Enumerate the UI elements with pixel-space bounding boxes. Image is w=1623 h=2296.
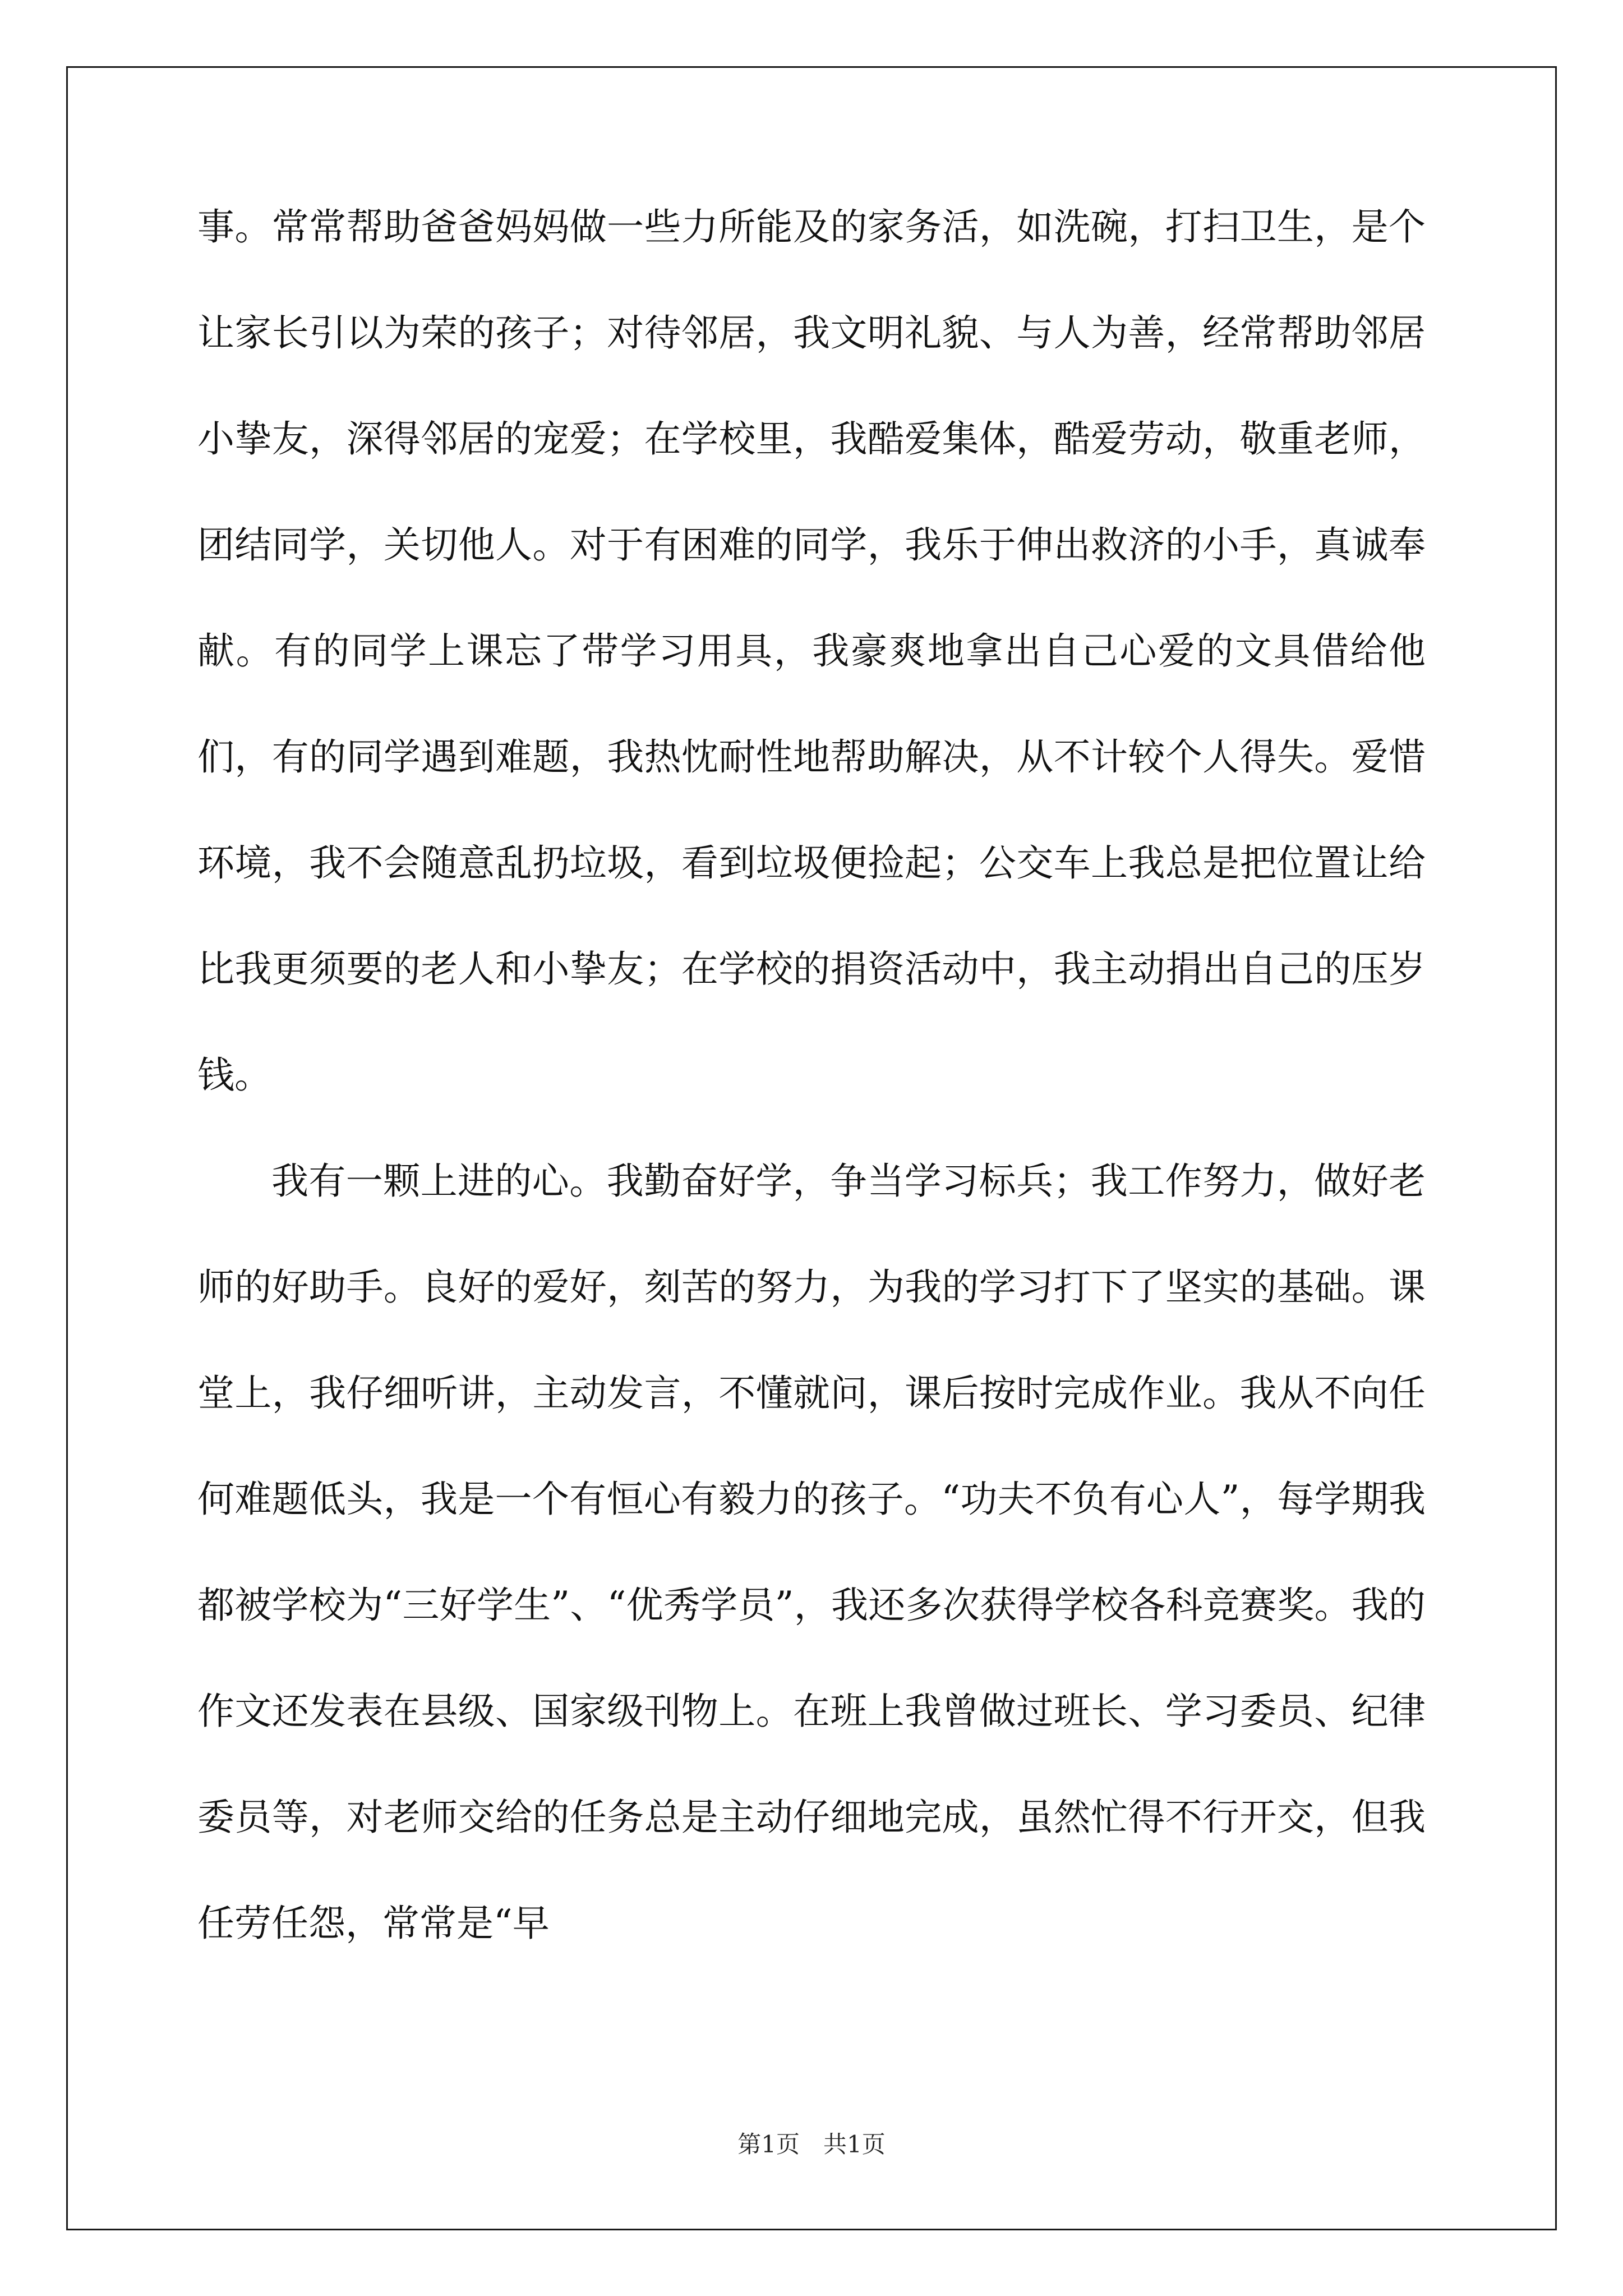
paragraph-1: 事。常常帮助爸爸妈妈做一些力所能及的家务活，如洗碗，打扫卫生，是个让家长引以为荣的孩子；对待邻居，我文明礼貌、与人为善，经常帮助邻居小挚友，深得邻居的宠爱；在学校里，我酷爱集体，酷爱劳动，敬重老师，团结同学，关切他人。对于有困难的同学，我乐于伸出救济的小手，真诚奉献。有的同学上课忘了带学习用具，我豪爽地拿出自己心爱的文具借给他们，有的同学遇到难题，我热忱耐性地帮助解决，从不计较个人得失。爱惜环境，我不会随意乱扔垃圾，看到垃圾便捡起；公交车上我总是把位置让给比我更须要的老人和小挚友；在学校的捐资活动中，我主动捐出自己的压岁钱。 [197,205,1426,1097]
paragraph-2: 我有一颗上进的心。我勤奋好学，争当学习标兵；我工作努力，做好老师的好助手。良好的爱好，刻苦的努力，为我的学习打下了坚实的基础。课堂上，我仔细听讲，主动发言，不懂就问，课后按时完成作业。我从不向任何难题低头，我是一个有恒心有毅力的孩子。“功夫不负有心人”，每学期我都被学校为“三好学生”、“优秀学员”，我还多次获得学校各科竞赛奖。我的作文还发表在县级、国家级刊物上。在班上我曾做过班长、学习委员、纪律委员等，对老师交给的任务总是主动仔细地完成，虽然忙得不行开交，但我任劳任怨，常常是“早 [197,1159,1426,1945]
page-footer: 第1页 共1页 [737,2131,886,2158]
document-body [197,174,1426,1976]
